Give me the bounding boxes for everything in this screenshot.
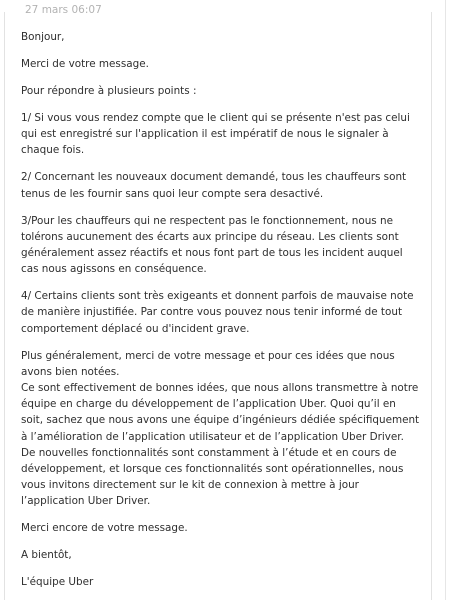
ideas-paragraph: Ce sont effectivement de bonnes idées, que nous allons transmettre à notre équipe en charge du développement de l’application Uber. Quoi qu’il en soit, sachez que nous avons une équipe d’ingénieurs dédiée spécifiquement à l’amélioration de l’application utilisateur et de l’application Uber Driver. De nouvelles fonctionnalités sont constamment à l’étude et en cours de développement, et lorsque ces fonctionnalités sont opérationnelles, nous vous invitons directement sur le kit de connexion à mettre à jour l’application Uber Driver. (21, 382, 420, 508)
general-thanks: Plus généralement, merci de votre message et pour ces idées que nous avons bien notées. (21, 349, 395, 378)
greeting: Bonjour, (21, 31, 65, 43)
message-timestamp: 27 mars 06:07 (25, 4, 102, 16)
message-card (4, 4, 432, 600)
point-3: 3/Pour les chauffeurs qui ne respectent pas le fonctionnement, nous ne tolérons aucunement des écarts aux principe du réseau. Les clients sont généralement assez réactifs et nous font part de tous les incident auquel cas nous agissons en conséquence. (21, 214, 403, 276)
signature: L'équipe Uber (21, 576, 94, 589)
scrollbar-track[interactable] (445, 0, 446, 600)
point-2: 2/ Concernant les nouveaux document demandé, tous les chauffeurs sont tenus de les fournir sans quoi leur compte sera desactivé. (21, 171, 407, 200)
closing-thanks: Merci encore de votre message. (21, 522, 188, 535)
thanks-line: Merci de votre message. (21, 58, 149, 70)
point-1: 1/ Si vous vous rendez compte que le client qui se présente n'est pas celui qui est enregistré sur l'application il est impératif de nous le signaler à chaque fois. (21, 112, 410, 157)
sign-off: A bientôt, (21, 549, 72, 562)
intro-line: Pour répondre à plusieurs points : (21, 85, 197, 97)
scrollbar[interactable] (440, 0, 453, 600)
point-4: 4/ Certains clients sont très exigeants et donnent parfois de mauvaise note de manière injustifiée. Par contre vous pouvez nous tenir informé de tout comportement déplacé ou d'incident grave. (21, 290, 414, 335)
message-body (21, 29, 421, 600)
